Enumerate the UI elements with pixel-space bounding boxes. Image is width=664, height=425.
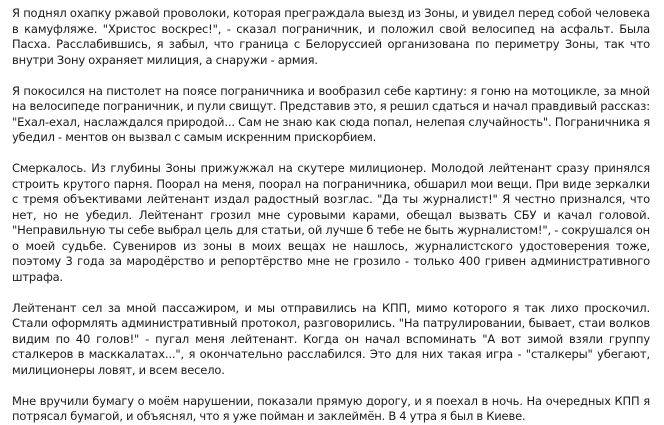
paragraph-2: Я покосился на пистолет на поясе пограничника и вообразил себе картину: я гоню на мотоцикле, за мной на велосипеде пограничник, и пули свищут. Представив это, я решил сдаться и начал правдивый рассказ: "Ехал-ехал, наслаждался природой... Сам не знаю как сюда попал, нелепая случайность". Пограничника я убедил - ментов он вызвал с самым искренним прискорбием. <box>12 83 650 144</box>
paragraph-5: Мне вручили бумагу о моём нарушении, показали прямую дорогу, и я поехал в ночь. На очередных КПП я потрясал бумагой, и объяснял, что я уже пойман и заклеймён. В 4 утра я был в Киеве. <box>12 393 650 423</box>
paragraph-3: Смеркалось. Из глубины Зоны прижужжал на скутере милиционер. Молодой лейтенант сразу принялся строить крутого парня. Поорал на меня, поорал на пограничника, обшарил мои вещи. При виде зеркалки с тремя объективами лейтенант издал радостный возглас. "Да ты журналист!" Я честно признался, что нет, но не убедил. Лейтенант грозил мне суровыми карами, обещал вызвать СБУ и качал головой. "Неправильную ты себе выбрал цель для статьи, ой лучше б тебе не быть журналистом!", - сокрушался он о моей судьбе. Сувениров из зоны в моих вещах не нашлось, журналистского удостоверения тоже, поэтому 3 года за мародёрство и репортёрство мне не грозило - только 400 гривен административного штрафа. <box>12 161 650 284</box>
paragraph-4: Лейтенант сел за мной пассажиром, и мы отправились на КПП, мимо которого я так лихо проскочил. Стали оформлять административный протокол, разговорились. "На патрулировании, бывает, стаи волков видим по 40 голов!" - пугал меня лейтенант. Когда он начал вспоминать "А вот зимой взяли группу сталкеров в масккалатах...", я окончательно расслабился. Это для них такая игра - "сталкеры" убегают, милиционеры ловят, и всем весело. <box>12 300 650 377</box>
paragraph-1: Я поднял охапку ржавой проволоки, которая преграждала выезд из Зоны, и увидел перед собой человека в камуфляже. "Христос воскрес!", - сказал пограничник, и положил свой велосипед на асфальт. Была Пасха. Расслабившись, я забыл, что граница с Белоруссией организована по периметру Зоны, так что внутри Зону охраняет милиция, а снаружи - армия. <box>12 6 650 67</box>
